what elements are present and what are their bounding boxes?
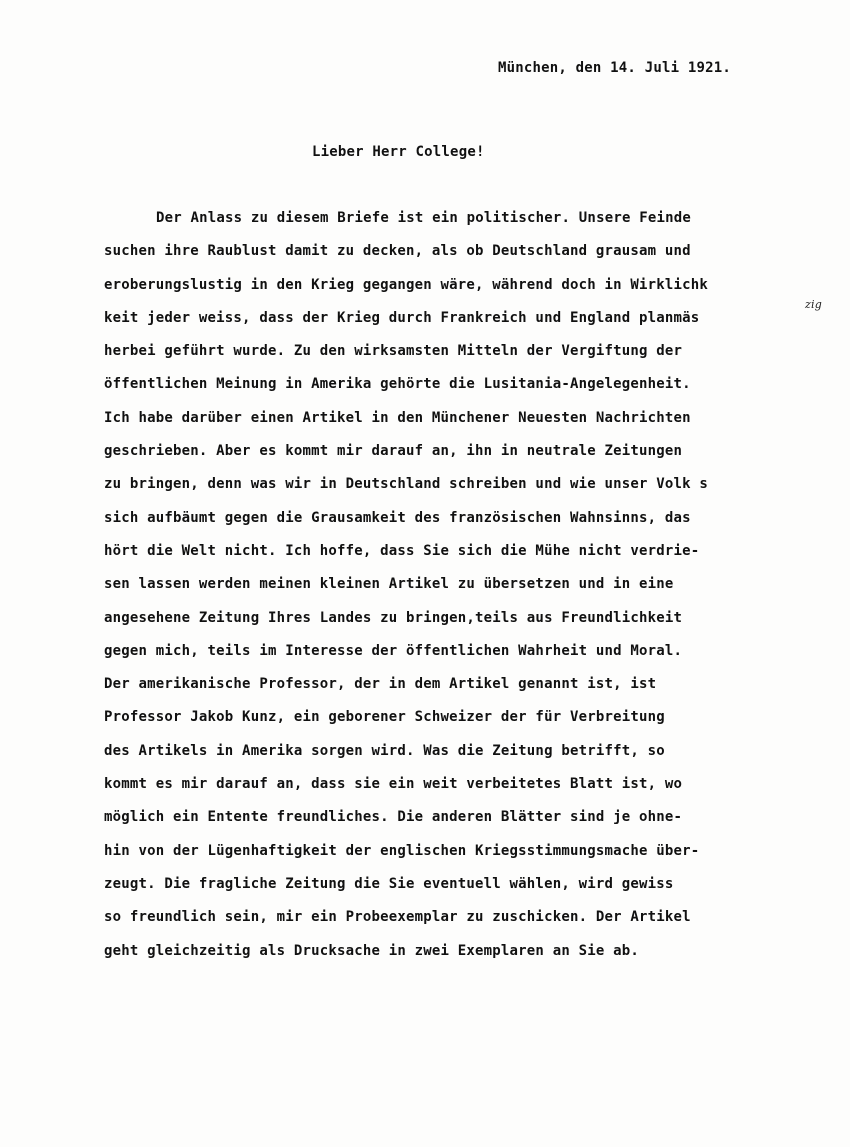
body-line: angesehene Zeitung Ihres Landes zu bringen,teils aus Freundlichkeit <box>104 609 683 626</box>
body-line: kommt es mir darauf an, dass sie ein weit verbeitetes Blatt ist, wo <box>104 776 683 793</box>
body-line: öffentlichen Meinung in Amerika gehörte die Lusitania-Angelegenheit. <box>104 376 691 393</box>
body-line: sich aufbäumt gegen die Grausamkeit des französischen Wahnsinns, das <box>104 509 691 526</box>
body-line: Professor Jakob Kunz, ein geborener Schweizer der für Verbreitung <box>104 709 665 726</box>
body-line: möglich ein Entente freundliches. Die anderen Blätter sind je ohne- <box>104 809 683 826</box>
body-line: geht gleichzeitig als Drucksache in zwei Exemplaren an Sie ab. <box>104 942 639 959</box>
body-line: Der amerikanische Professor, der in dem Artikel genannt ist, ist <box>104 676 657 693</box>
dateline: München, den 14. Juli 1921. <box>498 60 731 76</box>
salutation: Lieber Herr College! <box>312 144 485 160</box>
body-line: Der Anlass zu diesem Briefe ist ein politischer. Unsere Feinde <box>156 210 691 226</box>
body-line: sen lassen werden meinen kleinen Artikel zu übersetzen und in eine <box>104 576 674 593</box>
body-line: des Artikels in Amerika sorgen wird. Was die Zeitung betrifft, so <box>104 742 665 759</box>
body-line: geschrieben. Aber es kommt mir darauf an, ihn in neutrale Zeitungen <box>104 443 683 460</box>
body-line: eroberungslustig in den Krieg gegangen wäre, während doch in Wirklichk <box>104 276 709 293</box>
body-line: suchen ihre Raublust damit zu decken, als ob Deutschland grausam und <box>104 243 691 260</box>
letter-body <box>104 207 844 973</box>
body-line: hört die Welt nicht. Ich hoffe, dass Sie sich die Mühe nicht verdrie- <box>104 542 700 559</box>
body-line: gegen mich, teils im Interesse der öffentlichen Wahrheit und Moral. <box>104 642 683 659</box>
body-line: Ich habe darüber einen Artikel in den Münchener Neuesten Nachrichten <box>104 409 691 426</box>
body-line: zeugt. Die fragliche Zeitung die Sie eventuell wählen, wird gewiss <box>104 875 674 892</box>
body-line: so freundlich sein, mir ein Probeexemplar zu zuschicken. Der Artikel <box>104 909 691 926</box>
body-line: herbei geführt wurde. Zu den wirksamsten Mitteln der Vergiftung der <box>104 343 683 360</box>
handwritten-annotation: zig <box>805 298 822 311</box>
body-line: keit jeder weiss, dass der Krieg durch Frankreich und England planmäs <box>104 309 700 326</box>
body-line: hin von der Lügenhaftigkeit der englischen Kriegsstimmungsmache über- <box>104 842 700 859</box>
body-line: zu bringen, denn was wir in Deutschland schreiben und wie unser Volk s <box>104 476 709 493</box>
